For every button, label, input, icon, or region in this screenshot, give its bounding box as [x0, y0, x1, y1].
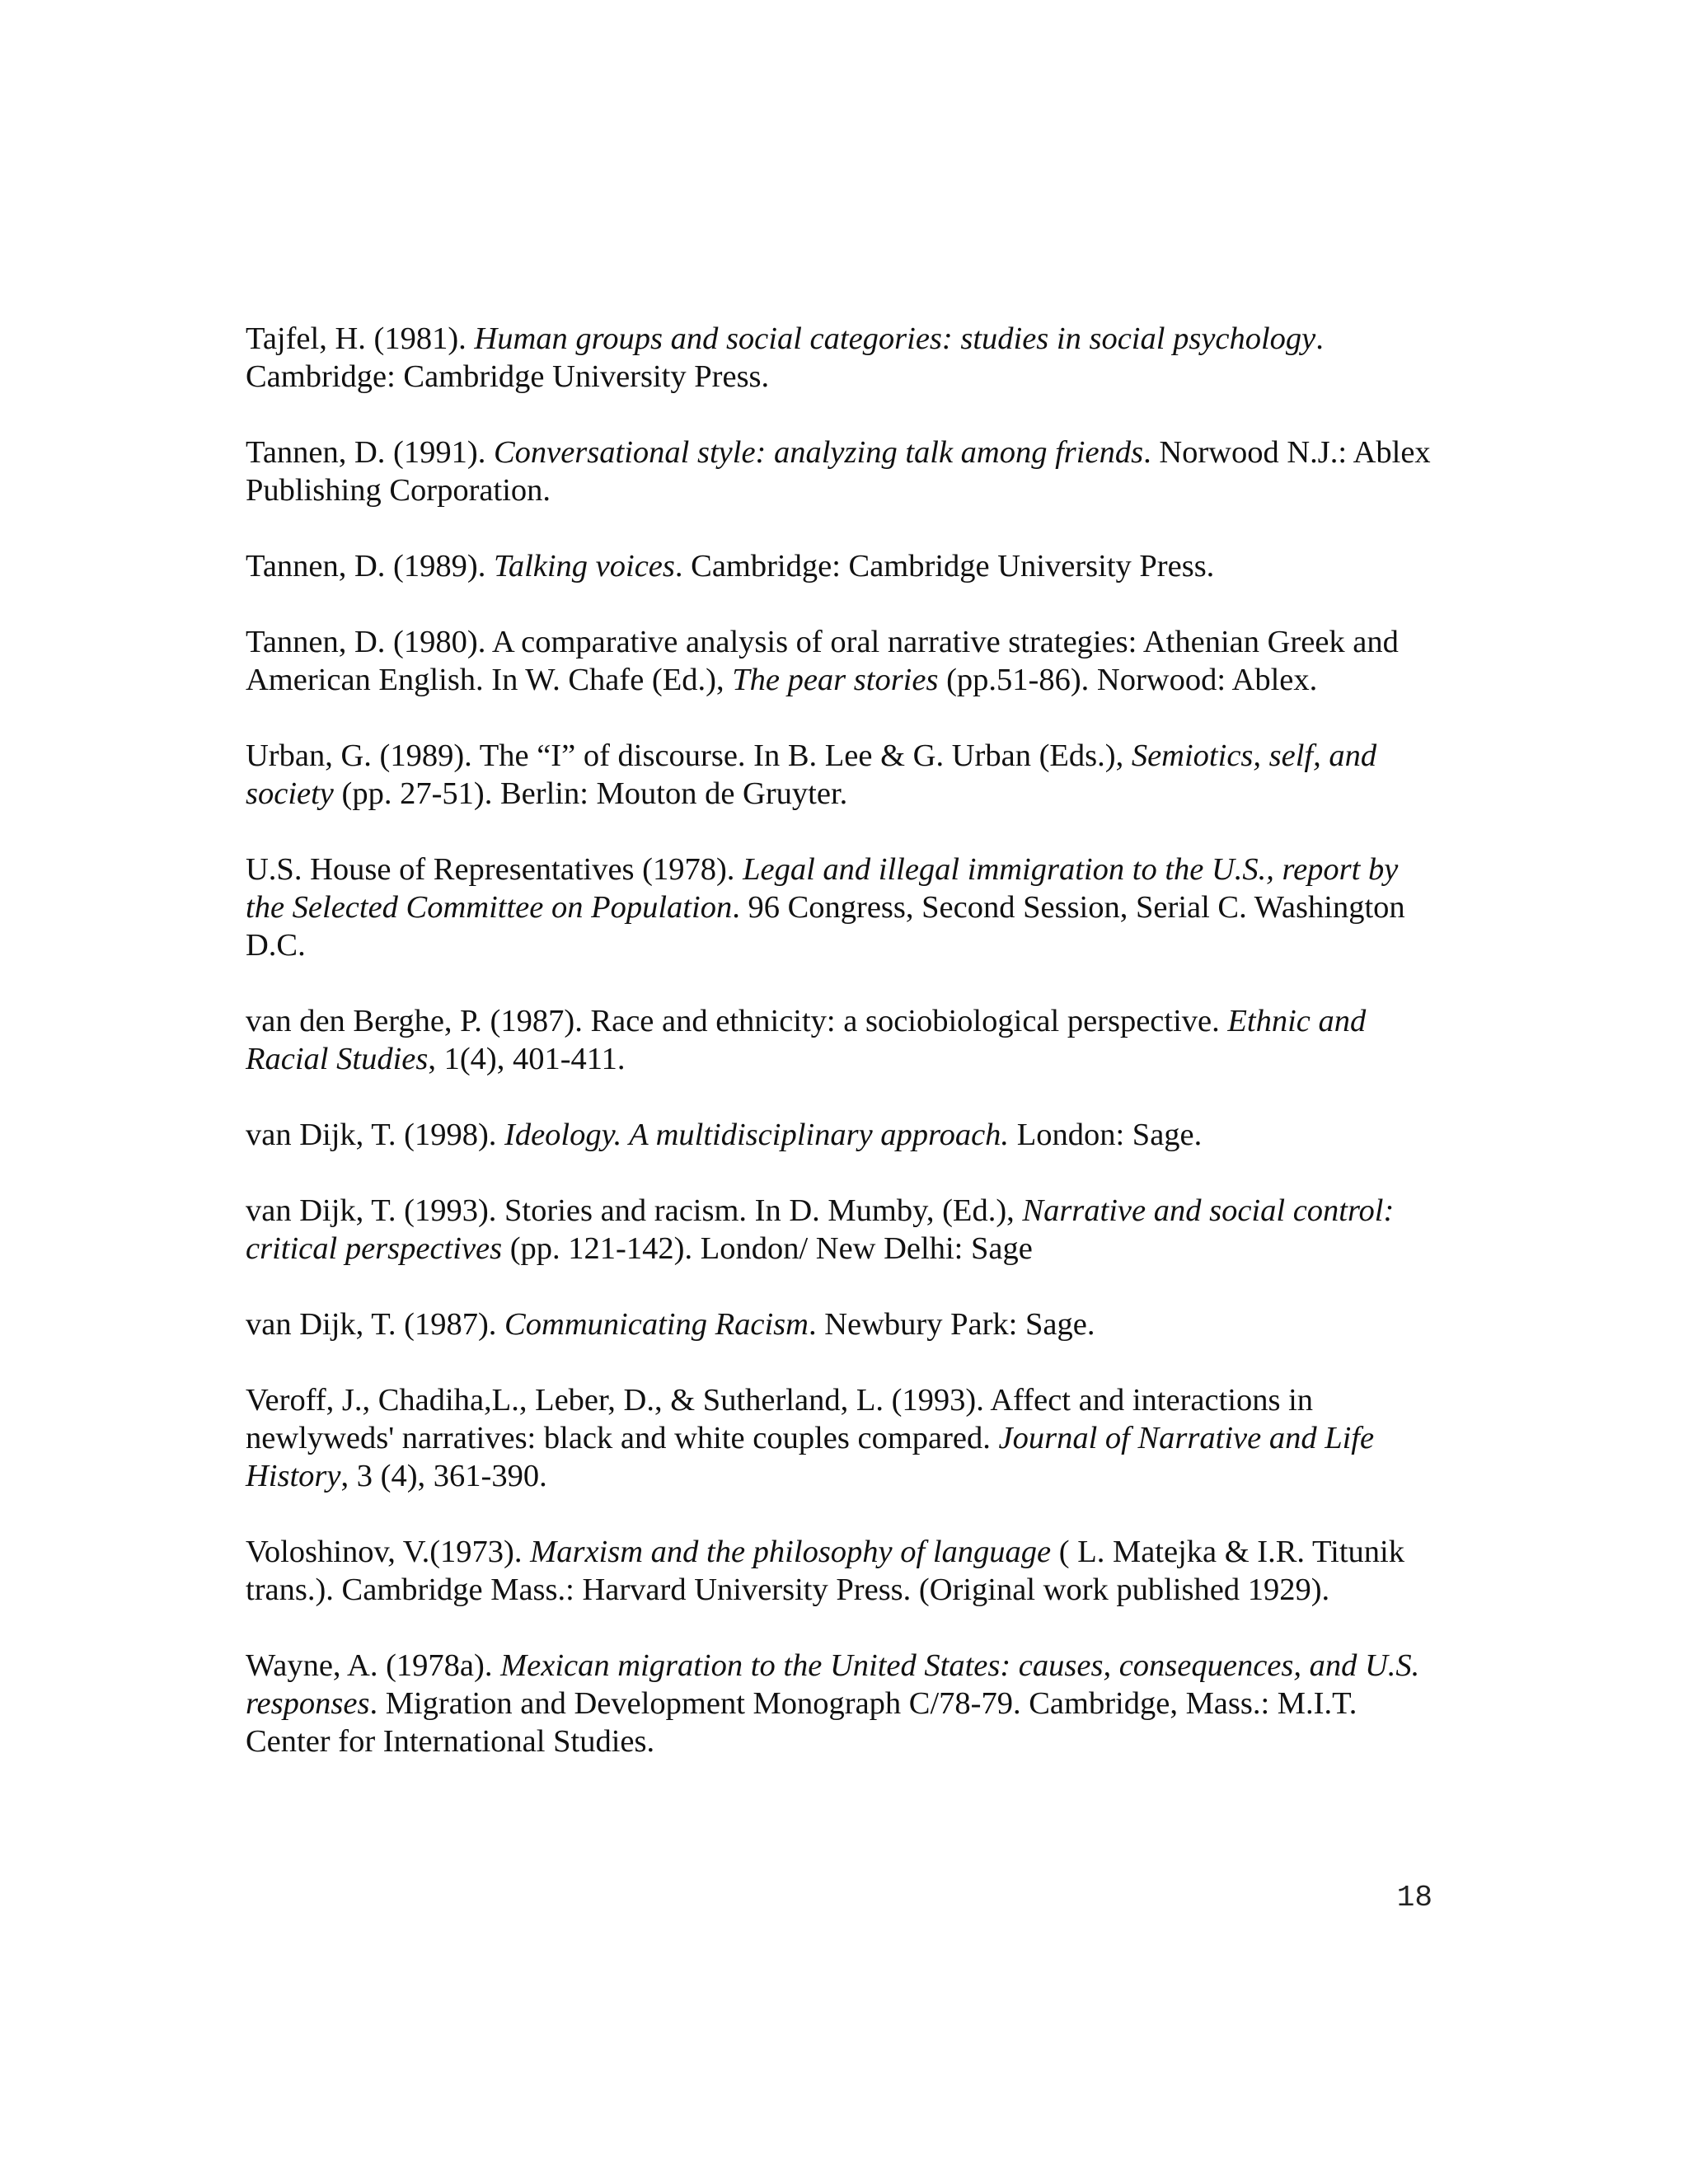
reference-text: . 96 Congress, Second Session, Serial C. Washington D.C.	[246, 890, 1405, 963]
reference-title: Legal and illegal immigration to the U.S., report by the Selected Committee on Population	[246, 852, 1399, 925]
reference-text: U.S. House of Representatives (1978).	[246, 852, 743, 887]
reference-entry	[246, 1116, 1432, 1154]
reference-text: . Migration and Development Monograph C/78-79. Cambridge, Mass.: M.I.T. Center for International Studies.	[246, 1686, 1357, 1759]
reference-text: (pp. 27-51). Berlin: Mouton de Gruyter.	[333, 776, 848, 811]
reference-entry	[246, 1647, 1432, 1760]
reference-entry	[246, 547, 1432, 585]
reference-title: Narrative and social control: critical perspectives	[246, 1193, 1395, 1266]
reference-entry	[246, 737, 1432, 813]
reference-title: Ideology. A multidisciplinary approach.	[504, 1118, 1010, 1152]
reference-text: van Dijk, T. (1993). Stories and racism. In D. Mumby, (Ed.),	[246, 1193, 1023, 1228]
reference-text: Tannen, D. (1991).	[246, 435, 494, 470]
reference-title: Talking voices	[493, 549, 675, 583]
reference-entry	[246, 1305, 1432, 1343]
reference-entry	[246, 1192, 1432, 1268]
reference-text: , 3 (4), 361-390.	[340, 1459, 547, 1493]
reference-title: The pear stories	[732, 663, 939, 697]
reference-title: Journal of Narrative and Life History	[246, 1421, 1375, 1493]
page-number: 18	[1396, 1881, 1432, 1915]
reference-entry	[246, 851, 1432, 964]
reference-title: Conversational style: analyzing talk among friends	[493, 435, 1144, 470]
reference-title: Marxism and the philosophy of language	[530, 1535, 1052, 1569]
reference-title: Human groups and social categories: studies in social psychology	[474, 321, 1316, 356]
reference-text: . Cambridge: Cambridge University Press.	[674, 549, 1215, 583]
reference-text: Tannen, D. (1980). A comparative analysis of oral narrative strategies: Athenian Greek and American English. In W. Chafe (Ed.),	[246, 625, 1399, 697]
reference-entry	[246, 1533, 1432, 1609]
reference-text: . Cambridge: Cambridge University Press.	[246, 321, 1324, 394]
reference-entry	[246, 623, 1432, 699]
reference-title: Communicating Racism	[504, 1307, 809, 1342]
reference-title: Ethnic and Racial Studies	[246, 1004, 1367, 1076]
reference-list	[246, 320, 1432, 1798]
reference-text: van Dijk, T. (1987).	[246, 1307, 505, 1342]
reference-text: , 1(4), 401-411.	[428, 1042, 626, 1076]
reference-text: (pp. 121-142). London/ New Delhi: Sage	[502, 1231, 1033, 1266]
reference-text: Veroff, J., Chadiha,L., Leber, D., & Sutherland, L. (1993). Affect and interactions in newlyweds' narratives: black and white couples compared.	[246, 1383, 1314, 1455]
reference-entry	[246, 320, 1432, 396]
reference-text: van Dijk, T. (1998).	[246, 1118, 505, 1152]
reference-entry	[246, 1381, 1432, 1495]
reference-text: ( L. Matejka & I.R. Titunik trans.). Cambridge Mass.: Harvard University Press. (Original work published 1929).	[246, 1535, 1404, 1607]
reference-entry	[246, 434, 1432, 509]
reference-text: . Newbury Park: Sage.	[808, 1307, 1095, 1342]
reference-title: Mexican migration to the United States: causes, consequences, and U.S. responses	[246, 1648, 1420, 1721]
reference-text: (pp.51-86). Norwood: Ablex.	[938, 663, 1318, 697]
reference-text: Tajfel, H. (1981).	[246, 321, 475, 356]
reference-title: Semiotics, self, and society	[246, 738, 1377, 811]
reference-text: van den Berghe, P. (1987). Race and ethnicity: a sociobiological perspective.	[246, 1004, 1228, 1038]
reference-text: Tannen, D. (1989).	[246, 549, 494, 583]
reference-text: London: Sage.	[1009, 1118, 1203, 1152]
reference-entry	[246, 1002, 1432, 1078]
reference-text: Wayne, A. (1978a).	[246, 1648, 501, 1683]
reference-text: Voloshinov, V.(1973).	[246, 1535, 531, 1569]
reference-text: . Norwood N.J.: Ablex Publishing Corporation.	[246, 435, 1431, 508]
reference-text: Urban, G. (1989). The “I” of discourse. In B. Lee & G. Urban (Eds.),	[246, 738, 1132, 773]
